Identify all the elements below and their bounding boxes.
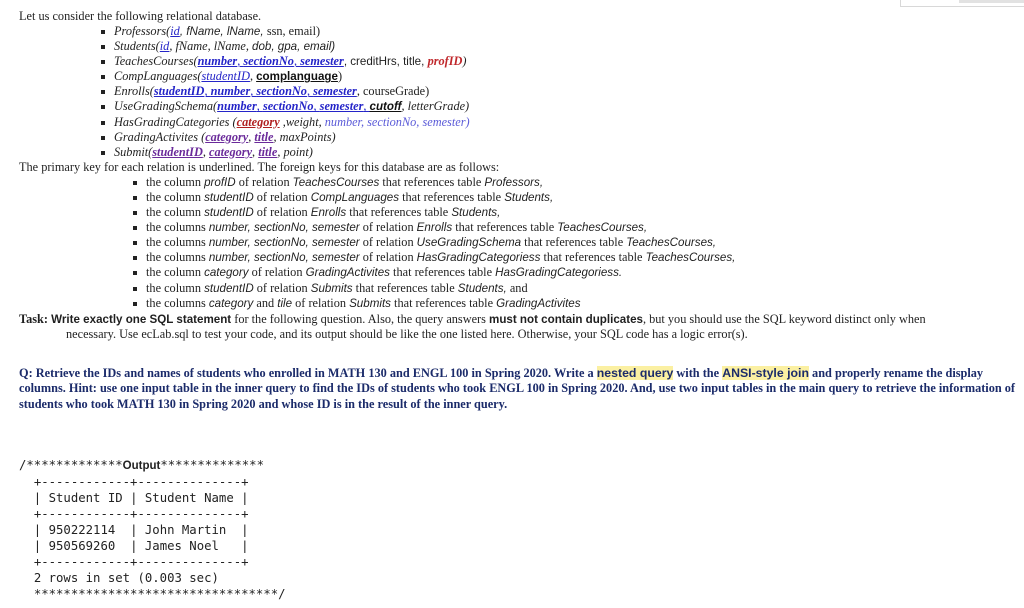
table-cell-name: John Martin (144, 523, 234, 537)
relation-enrolls: Enrolls(studentID, number, sectionNo, semester, courseGrade) (114, 84, 1019, 99)
task-statement: Task: Write exactly one SQL statement for the following question. Also, the query answers must not contain duplicates, but you should use the SQL keyword distinct only when (19, 311, 926, 326)
table-cell-id: 950569260 (48, 539, 123, 553)
fk-item: the column studentID of relation CompLanguages that references table Students, (146, 190, 1019, 205)
column-header-student-id: Student ID (48, 491, 123, 505)
task-statement-continued: necessary. Use ecLab.sql to test your code, and its output should be like the one listed here. Otherwise, your SQL code has a logic error(s). (66, 326, 748, 341)
fk-item: the column category of relation GradingActivites that references table HasGradingCategoriess. (146, 265, 1019, 280)
output-header: /*************Output************** (19, 458, 264, 472)
relation-submit: Submit(studentID, category, title, point) (114, 145, 1019, 160)
document-body (19, 9, 1019, 412)
fk-item: the columns number, sectionNo, semester of relation HasGradingCategoriess that references table TeachesCourses, (146, 250, 1019, 265)
table-cell-name: James Noel (144, 539, 234, 553)
primary-key-intro: The primary key for each relation is underlined. The foreign keys for this database are as follows: (19, 159, 500, 174)
question-text: Q: Retrieve the IDs and names of students who enrolled in MATH 130 and ENGL 100 in Spring 2020. Write a nested query with the ANSI-style join and properly rename the display columns. Hint: use one input table in the inner query to find the IDs of students who took ENGL 100 in Spring 2020. And, use two input tables in the main query to retrieve the information of students who took MATH 130 in Spring 2020 and whose ID is in the result of the inner query. (19, 365, 1016, 411)
fk-item: the column studentID of relation Enrolls that references table Students, (146, 205, 1019, 220)
relation-gradingactivites: GradingActivites (category, title, maxPoints) (114, 130, 1019, 145)
output-footer: *********************************/ (33, 587, 286, 601)
relation-teachescourses: TeachesCourses(number, sectionNo, semester, creditHrs, title, profID) (114, 54, 1019, 69)
column-header-student-name: Student Name (144, 491, 234, 505)
intro-text: Let us consider the following relational database. (19, 9, 262, 23)
fk-item: the columns number, sectionNo, semester of relation UseGradingSchema that references table TeachesCourses, (146, 235, 1019, 250)
relation-complanguages: CompLanguages(studentID, complanguage) (114, 69, 1019, 84)
highlight-ansi-join: ANSI-style join (722, 365, 809, 380)
fk-item: the columns number, sectionNo, semester of relation Enrolls that references table TeachesCourses, (146, 220, 1019, 235)
relation-professors: Professors(id, fName, lName, ssn, email) (114, 24, 1019, 39)
foreign-keys-list (146, 175, 1019, 311)
highlight-nested-query: nested query (596, 365, 674, 380)
output-block: /*************Output************** +------------+--------------+ | Student ID | Student Name | +------------+--------------+ | 950222114 | John Martin | | 950569260 | James Noel | +------------+--------------+ 2 rows in set (0.003 sec) *********************************/ (19, 458, 286, 601)
table-cell-id: 950222114 (48, 523, 123, 537)
relations-list (114, 24, 1019, 160)
output-summary: 2 rows in set (0.003 sec) (33, 571, 219, 585)
fk-item: the columns category and tile of relation Submits that references table GradingActivites (146, 296, 1019, 311)
relation-hasgradingcategories: HasGradingCategories (category ,weight, number, sectionNo, semester) (114, 115, 1019, 130)
fk-item: the column profID of relation TeachesCourses that references table Professors, (146, 175, 1019, 190)
relation-students: Students(id, fName, lName, dob, gpa, email) (114, 39, 1019, 54)
window-edge (900, 0, 1024, 7)
fk-item: the column studentID of relation Submits that references table Students, and (146, 281, 1019, 296)
relation-usegradingschema: UseGradingSchema(number, sectionNo, semester, cutoff, letterGrade) (114, 99, 1019, 114)
